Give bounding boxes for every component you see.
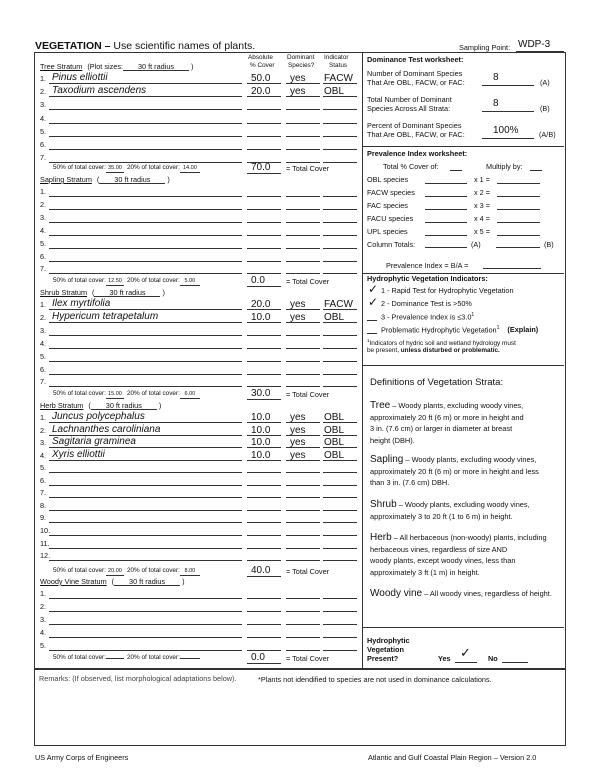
sampling-point-label: Sampling Point:	[459, 43, 511, 52]
form-title: VEGETATION – Use scientific names of plants.	[35, 40, 256, 52]
herb-total-cover[interactable]: 40.0	[251, 565, 271, 576]
tree-total-cover[interactable]: 70.0	[251, 162, 271, 173]
indicator-2: 2 - Dominance Test is >50%	[381, 299, 472, 308]
prevalence-label: UPL species	[367, 226, 408, 236]
definition-herb: Herb – All herbaceous (non-woody) plants, including herbaceous vines, regardless of size AND woody plants, except woody vines, less than approximately 3 ft (1 m) in height.	[370, 532, 547, 577]
twenty-pct-value[interactable]: 5.00	[180, 279, 200, 286]
total-cover-label: = Total Cover	[286, 567, 330, 576]
vine-total-cover[interactable]: 0.0	[251, 652, 265, 663]
prevalence-cover-field[interactable]	[425, 196, 467, 197]
row-number: 6.	[40, 140, 47, 149]
indicator-4: Problematic Hydrophytic Vegetation$^1$ (Explain)	[381, 325, 539, 335]
row-number: 3.	[40, 325, 47, 335]
fifty-pct-value[interactable]	[106, 658, 124, 659]
row-number: 4.	[40, 225, 47, 235]
row-number: 12.	[40, 551, 51, 561]
dominant-value[interactable]: yes	[290, 73, 306, 84]
tree-stratum-label: Tree Stratum (Plot sizes: 30 ft radius )	[40, 62, 194, 71]
fifty-pct-value[interactable]: 35.00	[106, 166, 124, 173]
indicator-1: 1 - Rapid Test for Hydrophytic Vegetation	[381, 286, 514, 295]
shrub-cover-totals: 50% of total cover: 15.00 20% of total cover: 6.00	[53, 391, 200, 399]
indicator-value[interactable]: FACW	[324, 299, 353, 310]
dom-b-label2: Species Across All Strata:	[367, 104, 451, 113]
dominant-value[interactable]: yes	[290, 412, 306, 423]
dominance-title: Dominance Test worksheet:	[367, 55, 464, 64]
species-name[interactable]: Lachnanthes caroliniana	[52, 423, 161, 435]
footer-right: Atlantic and Gulf Coastal Plain Region – Version 2.0	[368, 753, 537, 762]
prevalence-totals-label: Column Totals:	[367, 240, 416, 249]
dom-b-tag: (B)	[540, 104, 550, 113]
row-number: 3.	[40, 438, 47, 448]
row-number: 5.	[40, 463, 47, 473]
row-number: 8.	[40, 500, 47, 510]
sapling-plot-size[interactable]: 30 ft radius	[99, 176, 165, 184]
row-number: 1.	[40, 589, 47, 598]
dominant-value[interactable]: yes	[290, 424, 306, 436]
present-no-field[interactable]	[502, 662, 528, 663]
prevalence-mult: x 4 =	[474, 213, 491, 223]
prevalence-title: Prevalence Index worksheet:	[367, 149, 468, 158]
row-number: 7.	[40, 488, 47, 498]
prevalence-index-label: Prevalence Index = B/A =	[386, 261, 469, 270]
vine-cover-totals: 50% of total cover: 20% of total cover:	[53, 655, 200, 661]
row-number: 6.	[40, 475, 47, 485]
cover-value[interactable]: 10.0	[251, 437, 271, 449]
row-number: 9.	[40, 513, 47, 523]
totals-a-field[interactable]	[425, 247, 467, 248]
indicator-4-checkbox[interactable]	[367, 333, 377, 334]
col-dominant: Dominant	[287, 54, 315, 61]
dom-ab-label2: That Are OBL, FACW, or FAC:	[367, 130, 465, 139]
prevalence-result-field[interactable]	[497, 183, 540, 184]
row-number: 4.	[40, 338, 47, 348]
indicator-footnote-2: be present, unless disturbed or problematic.	[367, 347, 500, 354]
check-icon[interactable]: ✓	[368, 282, 379, 296]
row-number: 7.	[40, 153, 47, 163]
dominant-value[interactable]: yes	[290, 86, 306, 98]
definition-sapling: Sapling – Woody plants, excluding woody vines, approximately 20 ft (6 m) or more in height and less than 3 in. (7.6 cm) DBH.	[370, 454, 539, 487]
cover-value[interactable]: 20.0	[251, 299, 271, 310]
dominance-a-value[interactable]: 8	[493, 72, 499, 83]
dom-a-label2: That Are OBL, FACW, or FAC:	[367, 78, 465, 87]
shrub-plot-size[interactable]: 30 ft radius	[94, 289, 160, 297]
row-number: 4.	[40, 627, 47, 637]
remarks-note[interactable]: *Plants not idendified to species are not used in dominance calculations.	[258, 675, 492, 684]
indicator-value[interactable]: OBL	[324, 86, 345, 98]
indicator-value[interactable]: OBL	[324, 412, 345, 423]
prevalence-mult: x 3 =	[474, 200, 491, 210]
row-number: 11.	[40, 538, 50, 548]
dom-ab-label1: Percent of Dominant Species	[367, 121, 462, 130]
prevalence-label: FAC species	[367, 200, 408, 210]
row-number: 5.	[40, 351, 47, 361]
prevalence-mult: x 5 =	[474, 226, 491, 236]
definition-shrub: Shrub – Woody plants, excluding woody vines, approximately 3 to 20 ft (1 to 6 m) in height.	[370, 499, 530, 521]
col-status: Status	[329, 62, 348, 69]
row-number: 2.	[40, 425, 47, 435]
prevalence-result-field[interactable]	[497, 222, 540, 223]
total-cover-label: = Total Cover	[286, 390, 330, 399]
shrub-stratum-label: Shrub Stratum ( 30 ft radius )	[40, 288, 165, 297]
row-number: 3.	[40, 614, 47, 624]
indicator-3-checkbox[interactable]	[367, 320, 377, 321]
row-number: 5.	[40, 126, 47, 136]
prevalence-tag-a: (A)	[471, 240, 481, 249]
twenty-pct-value[interactable]: 6.00	[180, 392, 200, 399]
row-number: 6.	[40, 364, 47, 374]
col-species: Species?	[288, 62, 315, 69]
footer-left: US Army Corps of Engineers	[35, 753, 129, 762]
herb-stratum-label: Herb Stratum ( 30 ft radius )	[40, 401, 162, 410]
remarks-label: Remarks: (If observed, list morphological adaptations below).	[39, 674, 237, 683]
vine-stratum-label: Woody Vine Stratum ( 30 ft radius )	[40, 577, 185, 586]
row-number: 7.	[40, 377, 47, 387]
cover-value[interactable]: 10.0	[251, 424, 271, 436]
dom-b-label1: Total Number of Dominant	[367, 95, 452, 104]
sapling-stratum-label: Sapling Stratum ( 30 ft radius )	[40, 175, 170, 184]
prevalence-cover-field[interactable]	[425, 235, 467, 236]
row-number: 5.	[40, 238, 47, 248]
cover-value[interactable]: 10.0	[251, 311, 271, 323]
total-cover-label: = Total Cover	[286, 277, 330, 286]
prevalence-index-field[interactable]	[483, 268, 541, 269]
prevalence-mult: x 1 =	[474, 175, 491, 184]
col-cover: % Cover	[250, 62, 275, 69]
dom-ab-tag: (A/B)	[539, 130, 556, 139]
herb-cover-totals: 50% of total cover: 20.00 20% of total cover: 8.00	[53, 568, 200, 576]
twenty-pct-value[interactable]	[180, 658, 200, 659]
definitions-title: Definitions of Vegetation Strata:	[370, 377, 504, 388]
prevalence-result-field[interactable]	[497, 209, 540, 210]
row-number: 7.	[40, 264, 47, 274]
row-number: 10.	[40, 525, 51, 535]
species-name[interactable]: Ilex myrtifolia	[52, 298, 111, 309]
shrub-total-cover[interactable]: 30.0	[251, 388, 271, 399]
tree-plot-size[interactable]: 30 ft radius	[123, 63, 189, 71]
species-name[interactable]: Juncus polycephalus	[52, 411, 145, 422]
prevalence-result-field[interactable]	[497, 196, 540, 197]
prevalence-cover-field[interactable]	[425, 222, 467, 223]
check-icon[interactable]: ✓	[368, 295, 379, 309]
row-number: 3.	[40, 100, 47, 110]
sapling-cover-totals: 50% of total cover: 12.50 20% of total cover: 5.00	[53, 278, 200, 286]
row-number: 4.	[40, 113, 47, 123]
row-number: 1.	[40, 413, 47, 422]
cover-value[interactable]: 20.0	[251, 86, 271, 98]
dominant-value[interactable]: yes	[290, 437, 306, 449]
cover-value[interactable]: 50.0	[251, 73, 271, 84]
indicator-value[interactable]: FACW	[324, 73, 353, 84]
prevalence-label: FACW species	[367, 187, 415, 197]
indicator-3: 3 - Prevalence Index is $\le 3.0^1$	[381, 312, 475, 322]
fifty-pct-value[interactable]: 12.50	[106, 279, 124, 286]
definition-woody-vine: Woody vine – All woody vines, regardless of height.	[370, 588, 552, 599]
row-number: 6.	[40, 251, 47, 261]
check-icon[interactable]: ✓	[460, 645, 471, 660]
prevalence-tag-b: (B)	[544, 240, 554, 249]
indicator-value[interactable]: OBL	[324, 311, 345, 323]
species-name[interactable]: Taxodium ascendens	[52, 85, 147, 97]
dom-a-tag: (A)	[540, 78, 550, 87]
prevalence-result-field[interactable]	[497, 235, 540, 236]
row-number: 2.	[40, 312, 47, 322]
tree-cover-totals: 50% of total cover: 35.00 20% of total cover: 14.00	[53, 165, 200, 173]
cover-value[interactable]: 10.0	[251, 449, 271, 461]
species-name[interactable]: Sagitaria graminea	[52, 436, 136, 448]
total-cover-label: = Total Cover	[286, 654, 330, 663]
dom-a-label1: Number of Dominant Species	[367, 69, 463, 78]
col-absolute: Absolute	[248, 54, 273, 61]
present-yes-field[interactable]	[455, 662, 477, 663]
prevalence-label: OBL species	[367, 175, 409, 184]
total-cover-label: = Total Cover	[286, 164, 330, 173]
indicator-value[interactable]: OBL	[324, 424, 345, 436]
vine-plot-size[interactable]: 30 ft radius	[114, 578, 180, 586]
row-number: 2.	[40, 87, 47, 97]
dominant-value[interactable]: yes	[290, 449, 306, 461]
prevalence-col2: Multiply by:	[486, 162, 523, 171]
totals-b-field[interactable]	[496, 247, 540, 248]
dominance-b-value[interactable]: 8	[493, 98, 499, 109]
row-number: 3.	[40, 212, 47, 222]
herb-plot-size[interactable]: 30 ft radius	[91, 402, 157, 410]
prevalence-col1: Total % Cover of:	[383, 162, 439, 171]
row-number: 2.	[40, 199, 47, 209]
twenty-pct-value[interactable]: 8.00	[180, 569, 200, 576]
indicator-value[interactable]: OBL	[324, 437, 345, 449]
present-label-1: Hydrophytic	[367, 636, 410, 645]
indicators-title: Hydrophytic Vegetation Indicators:	[367, 274, 488, 283]
present-yes-label: Yes	[438, 654, 451, 663]
sapling-total-cover[interactable]: 0.0	[251, 275, 265, 286]
row-number: 4.	[40, 450, 47, 460]
sampling-point-value[interactable]: WDP-3	[518, 39, 551, 50]
prevalence-mult: x 2 =	[474, 187, 491, 197]
row-number: 1.	[40, 187, 47, 196]
present-label-3: Present?	[367, 654, 399, 663]
row-number: 2.	[40, 601, 47, 611]
indicator-value[interactable]: OBL	[324, 449, 345, 461]
present-label-2: Vegetation	[367, 645, 404, 654]
dominance-ab-value[interactable]: 100%	[493, 125, 519, 136]
indicator-footnote: $^1$Indicators of hydric soil and wetland hydrology must	[367, 338, 516, 348]
dominant-value[interactable]: yes	[290, 311, 306, 323]
prevalence-label: FACU species	[367, 213, 414, 223]
col-indicator: Indicator	[324, 54, 349, 61]
fifty-pct-value[interactable]: 15.00	[106, 392, 124, 399]
row-number: 1.	[40, 74, 47, 83]
row-number: 5.	[40, 640, 47, 650]
twenty-pct-value[interactable]: 14.00	[180, 166, 200, 173]
row-number: 1.	[40, 300, 47, 309]
species-name[interactable]: Xyris elliottii	[52, 448, 105, 460]
species-name[interactable]: Hypericum tetrapetalum	[52, 310, 159, 322]
present-no-label: No	[488, 654, 498, 663]
dominant-value[interactable]: yes	[290, 299, 306, 310]
species-name[interactable]: Pinus elliottii	[52, 72, 108, 83]
fifty-pct-value[interactable]: 20.00	[106, 569, 124, 576]
prevalence-cover-field[interactable]	[425, 209, 467, 210]
prevalence-cover-field[interactable]	[425, 183, 467, 184]
cover-value[interactable]: 10.0	[251, 412, 271, 423]
definition-tree: Tree – Woody plants, excluding woody vines, approximately 20 ft (6 m) or more in height and 3 in. (7.6 cm) or larger in diameter at breast height (DBH).	[370, 400, 524, 445]
